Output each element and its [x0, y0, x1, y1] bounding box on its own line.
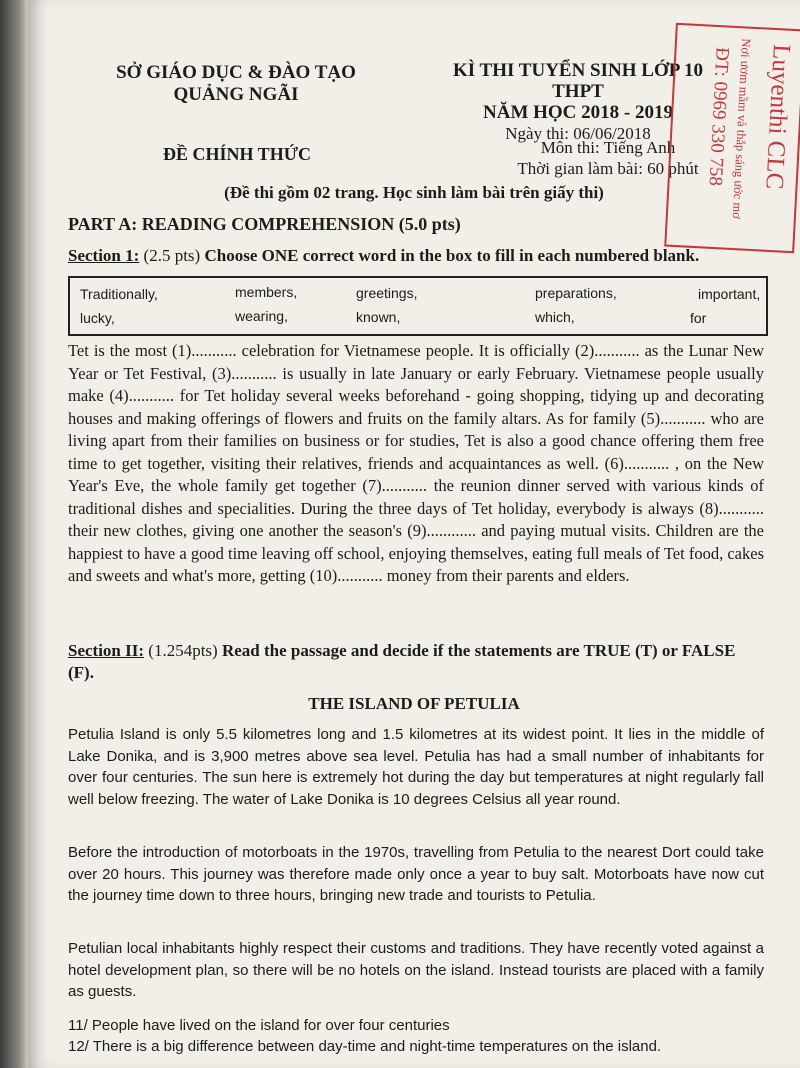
section2-instruction: Read the passage and decide if the statements are TRUE (T) or FALSE (F). — [68, 641, 736, 682]
official-label: ĐỀ CHÍNH THỨC — [163, 144, 312, 164]
subject-name: Môn thi: Tiếng Anh — [540, 138, 676, 157]
word-box-item: known, — [356, 309, 401, 325]
publisher-stamp — [664, 23, 800, 253]
exam-page — [28, 0, 800, 1068]
exam-duration: Thời gian làm bài: 60 phút — [517, 159, 699, 178]
stamp-phone: ĐT: 0969 330 758 — [704, 46, 733, 187]
exam-title: KÌ THI TUYỂN SINH LỚP 10 THPT — [452, 60, 704, 102]
word-box-item: wearing, — [235, 308, 288, 324]
department-header — [106, 62, 366, 106]
part-a-heading: PART A: READING COMPREHENSION (5.0 pts) — [68, 214, 461, 234]
school-year: NĂM HỌC 2018 - 2019 — [483, 102, 673, 123]
section2-points: (1.254pts) — [144, 641, 222, 660]
statement-12: 12/ There is a big difference between day-time and night-time temperatures on the island. — [68, 1038, 662, 1055]
exam-date: Ngày thi: 06/06/2018 — [505, 124, 651, 143]
petulia-paragraph-1: Petulia Island is only 5.5 kilometres long and 1.5 kilometres at its widest point. It lies in the middle of Lake Donika, and is 3,900 metres above sea level. Petulia has had a small number of inhabitants for over four centuries. The sun here is extremely hot during the day but temperatures at night regularly fall well below freezing. The water of Lake Donika is 10 degrees Celsius all year round. — [68, 726, 764, 808]
province-name: QUẢNG NGÃI — [173, 84, 299, 105]
word-box-item: important, — [698, 286, 761, 302]
word-box-item: for — [690, 310, 707, 326]
section1-label: Section 1: — [68, 246, 140, 265]
book-binding — [0, 0, 28, 1068]
petulia-paragraph-3: Petulian local inhabitants highly respect their customs and traditions. They have recently voted against a hotel development plan, so there will be no hotels on the island. Instead tourists are placed with a family as guests. — [68, 940, 764, 1000]
word-box-item: lucky, — [80, 310, 115, 326]
petulia-paragraph-2: Before the introduction of motorboats in the 1970s, travelling from Petulia to the nearest Dort could take over 20 hours. This journey was therefore made only once a year to buy salt. Motorboats have now cut the journey time down to three hours, bringing new trade and tourists to Petulia. — [68, 844, 764, 904]
statement-11: 11/ People have lived on the island for over four centuries — [68, 1017, 450, 1034]
word-box-item: members, — [235, 284, 298, 300]
department-name: SỞ GIÁO DỤC & ĐÀO TẠO — [116, 62, 356, 83]
section1-instruction: Choose ONE correct word in the box to fill in each numbered blank. — [204, 246, 700, 265]
passage-text: Tet is the most (1)........... celebration for Vietnamese people. It is officially (2)........... as the Lunar New Year or Tet Festival, (3)........... is usually in late January or early February. Vietnamese people usually make (4)........... for Tet holiday several weeks beforehand - going shopping, tidying up and decorating houses and making offerings of flowers and fruits on the family altars. As for family (5)........... who are living apart from their families on business or for studies, Tet is also a good chance offering them free time to get together, visiting their relatives, friends and acquaintances as well. (6)........... , on the New Year's Eve, the whole family get together (7)........... the reunion dinner served with various kinds of traditional dishes and specialities. During the three days of Tet holiday, everybody is always (8)........... their new clothes, giving one another the season's (9)............ and paying mutual visits. Children are the happiest to have a good time leaving off school, enjoying themselves, eating full meals of Tet food, cakes and sweets and what's more, getting (10)........... money from their parents and elders. — [68, 341, 764, 585]
section1-heading — [68, 246, 768, 266]
section2-label: Section II: — [68, 641, 145, 660]
passage-title: THE ISLAND OF PETULIA — [308, 694, 520, 713]
tet-passage — [68, 340, 764, 588]
stamp-slogan: Nơi ươm mầm và thắp sáng ước mơ — [729, 38, 754, 220]
stamp-name: Luyenthi CLC — [760, 43, 795, 190]
section2-heading — [68, 640, 764, 684]
word-box — [68, 276, 768, 336]
exam-note: (Đề thi gồm 02 trang. Học sinh làm bài trên giấy thi) — [224, 183, 604, 202]
word-box-item: preparations, — [535, 285, 617, 301]
word-box-item: greetings, — [356, 285, 418, 301]
section1-points: (2.5 pts) — [139, 246, 205, 265]
word-box-item: Traditionally, — [80, 286, 158, 302]
word-box-item: which, — [535, 309, 575, 325]
